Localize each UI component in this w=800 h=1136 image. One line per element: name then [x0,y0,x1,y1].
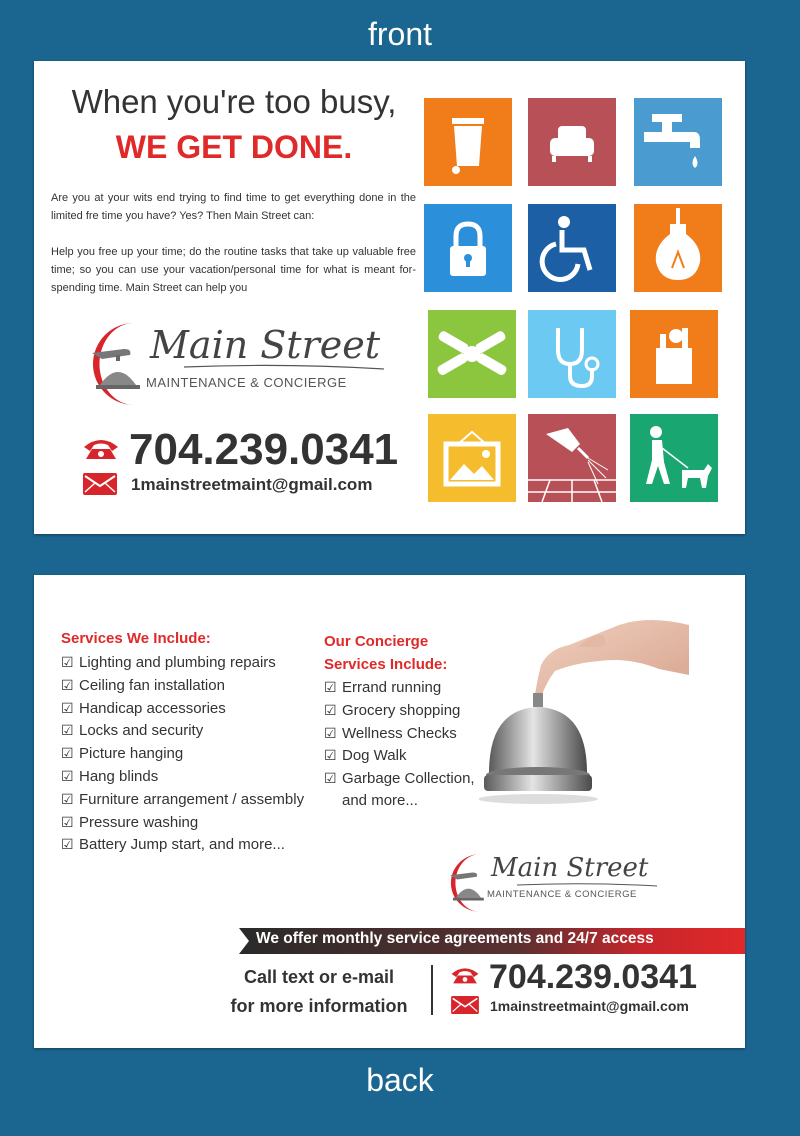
service-item-label: Furniture arrangement / assembly [79,790,305,808]
main-street-logo [76,319,396,409]
service-item [61,742,304,765]
intro-paragraph-2: Help you free up your time; do the routine tasks that take up valuable free time; so you can use your vacation/personal time for what is meant for- spending time. Main Street can help you [51,246,416,294]
service-item [61,765,304,788]
service-item [61,719,304,742]
phone-icon [82,437,120,461]
checkbox-icon: ☑ [61,767,74,784]
checkbox-icon: ☑ [324,724,337,741]
headline-line1: When you're too busy, [71,83,397,120]
front-card [34,61,745,534]
concierge-item-label: Garbage Collection, [342,770,475,788]
service-banner-text: We offer monthly service agreements and 24/7 access [256,930,654,947]
concierge-title-line1: Our Concierge [324,633,429,650]
logo-name: Main Street [150,323,380,367]
front-email[interactable]: 1mainstreetmaint@gmail.com [131,475,373,494]
concierge-item-label: Grocery shopping [342,701,461,719]
concierge-item-label: Errand running [342,679,442,696]
concierge-item [324,744,475,767]
concierge-item-label: Wellness Checks [342,724,457,742]
intro-text [51,189,416,315]
service-item-label: Hang blinds [79,767,159,785]
service-item-label: Locks and security [79,722,204,740]
armchair-icon [528,98,616,186]
phone-icon [450,966,480,985]
checkbox-icon: ☑ [324,701,337,718]
service-item [61,811,304,834]
checkbox-icon: ☑ [61,836,74,853]
concierge-item [324,699,475,722]
headline-line2: WE GET DONE. [115,129,353,165]
concierge-section [324,630,475,813]
checkbox-icon: ☑ [324,747,337,764]
padlock-icon [424,204,512,292]
service-item-label: Picture hanging [79,745,184,763]
service-item [61,833,304,856]
service-item [61,651,304,674]
stethoscope-icon [528,310,616,398]
contact-divider [431,965,433,1015]
checkbox-icon: ☑ [61,676,74,693]
service-item-label: Lighting and plumbing repairs [79,654,276,671]
back-card [34,575,745,1048]
checkbox-icon: ☑ [61,790,74,807]
back-label: back [366,1062,434,1098]
intro-paragraph-1: Are you at your wits end trying to find time to get everything done in the limited fre time you have? Yes? Then Main Street can: [51,192,416,222]
concierge-more: and more... [342,791,418,809]
services-list [61,651,304,856]
service-item [61,697,304,720]
service-item-label: Battery Jump start, and more... [79,836,285,854]
service-item-label: Handicap accessories [79,699,226,717]
front-phone-number[interactable]: 704.239.0341 [129,425,399,474]
checkbox-icon: ☑ [61,722,74,739]
service-item-label: Ceiling fan installation [79,676,225,694]
picture-frame-icon [428,414,516,502]
back-phone-number[interactable]: 704.239.0341 [489,958,697,996]
checkbox-icon: ☑ [61,699,74,716]
checkbox-icon: ☑ [324,679,337,695]
bell-hand-logo-icon [439,851,495,915]
main-street-logo-back [439,851,669,915]
grocery-bag-icon [630,310,718,398]
logo-subtitle: MAINTENANCE & CONCIERGE [146,375,347,390]
ceiling-fan-icon [428,310,516,398]
service-item [61,788,304,811]
faucet-icon [634,98,722,186]
cta-line2: for more information [230,996,408,1016]
hand-bell-illustration [479,585,689,835]
back-email[interactable]: 1mainstreetmaint@gmail.com [490,998,689,1014]
concierge-title-line2: Services Include: [324,656,448,673]
concierge-item-label: Dog Walk [342,747,407,765]
cta-line1: Call text or e-mail [243,967,395,987]
wheelchair-icon [528,204,616,292]
light-bulb-icon [634,204,722,292]
checkbox-icon: ☑ [61,654,74,670]
concierge-list [324,676,475,790]
checkbox-icon: ☑ [61,745,74,762]
checkbox-icon: ☑ [324,770,337,787]
envelope-icon [451,996,479,1014]
service-item-label: Pressure washing [79,813,199,831]
logo-name: Main Street [491,853,649,883]
logo-swash [184,363,384,371]
concierge-item [324,722,475,745]
trash-can-icon [424,98,512,186]
service-item [61,674,304,697]
call-to-action [209,963,429,1021]
checkbox-icon: ☑ [61,813,74,830]
logo-subtitle: MAINTENANCE & CONCIERGE [487,889,637,900]
services-section [61,630,304,856]
concierge-item [324,767,475,790]
services-title: Services We Include: [61,630,211,647]
concierge-item [324,676,475,699]
pressure-washer-icon [528,414,616,502]
dog-walk-icon [630,414,718,502]
front-label: front [367,16,433,52]
logo-swash [517,882,657,888]
bell-hand-logo-icon [76,319,156,409]
envelope-icon [83,473,117,495]
